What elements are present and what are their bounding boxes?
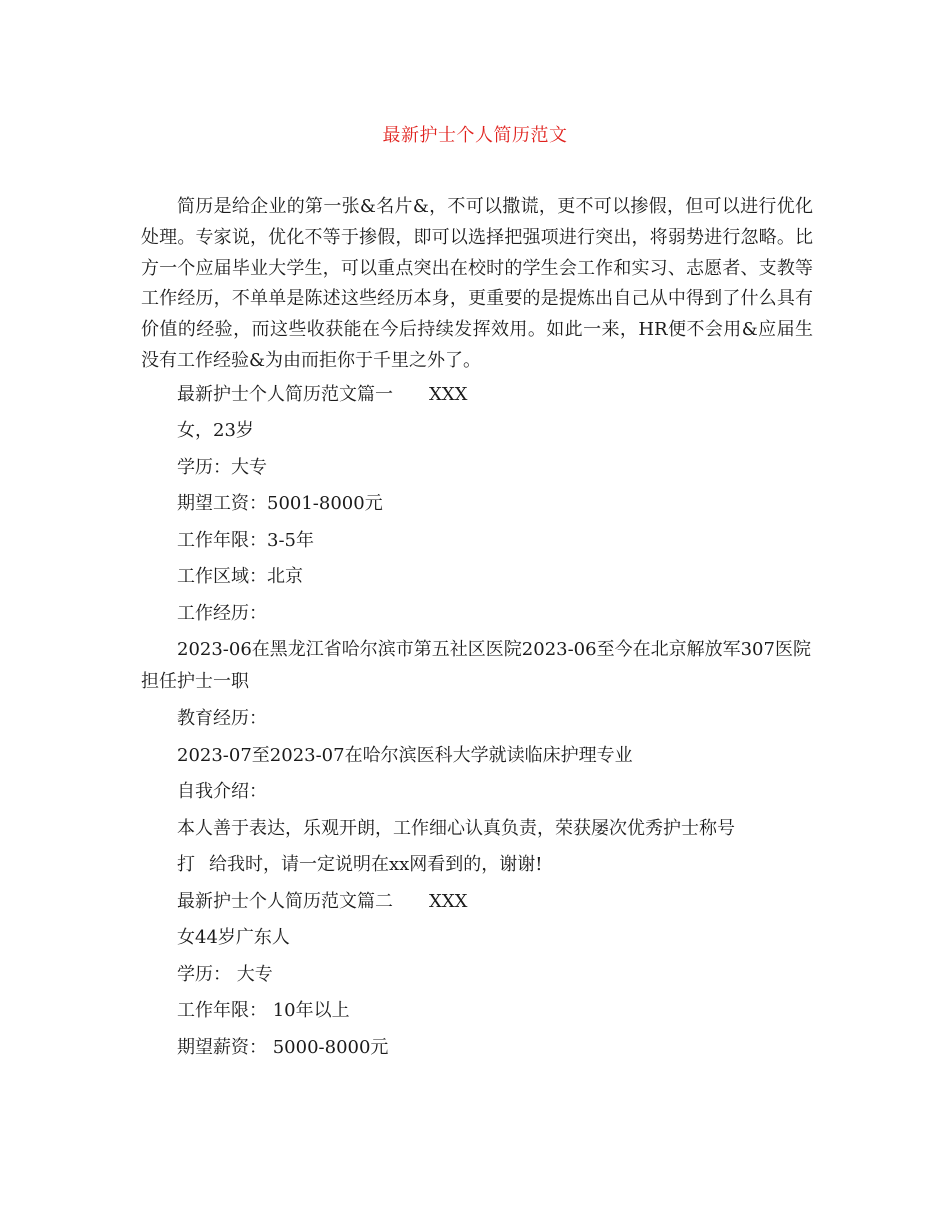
resume1-self-label: 自我介绍： [177,781,267,803]
resume1-gender-age: 女，23岁 [177,420,254,442]
document-title: 最新护士个人简历范文 [382,125,568,146]
resume2-education: 学历： 大专 [177,963,273,985]
resume1-edu-detail: 2023-07至2023-07在哈尔滨医科大学就读临床护理专业 [177,744,633,766]
resume1-name: XXX [429,383,468,405]
resume1-heading-line [141,377,813,414]
resume2-heading: 最新护士个人简历范文篇二 [177,890,393,912]
resume2-years: 工作年限： 10年以上 [177,1000,350,1022]
resume1-heading: 最新护士个人简历范文篇一 [177,383,393,405]
resume1-work-label: 工作经历： [177,602,267,624]
resume1-education: 学历：大专 [177,456,267,478]
resume1-call-text: 给我时，请一定说明在xx网看到的，谢谢! [209,854,543,876]
resume1-call-prefix: 打 [177,854,195,876]
resume1-call-line [141,847,813,884]
resume2-heading-line [141,884,813,921]
resume1-edu-label: 教育经历： [177,708,267,730]
resume1-self-detail: 本人善于表达，乐观开朗，工作细心认真负责，荣获屡次优秀护士称号 [177,817,735,839]
resume2-salary: 期望薪资： 5000-8000元 [177,1036,389,1058]
resume2-gender-age: 女44岁广东人 [177,927,290,949]
resume1-salary: 期望工资：5001-8000元 [177,493,383,515]
resume1-region: 工作区域：北京 [177,566,303,588]
resume1-work-detail: 2023-06在黑龙江省哈尔滨市第五社区医院2023-06至今在北京解放军307医院担任护士一职 [141,639,811,693]
resume1-years: 工作年限：3-5年 [177,529,314,551]
intro-paragraph: 简历是给企业的第一张&名片&，不可以撒谎，更不可以掺假，但可以进行优化处理。专家说，优化不等于掺假，即可以选择把强项进行突出，将弱势进行忽略。比方一个应届毕业大学生，可以重点突出在校时的学生会工作和实习、志愿者、支教等工作经历，不单单是陈述这些经历本身，更重要的是提炼出自己从中得到了什么具有价值的经验，而这些收获能在今后持续发挥效用。如此一来，HR便不会用&应届生没有工作经验&为由而拒你于千里之外了。 [141,196,813,371]
document-body [141,192,813,1066]
resume2-name: XXX [429,890,468,912]
